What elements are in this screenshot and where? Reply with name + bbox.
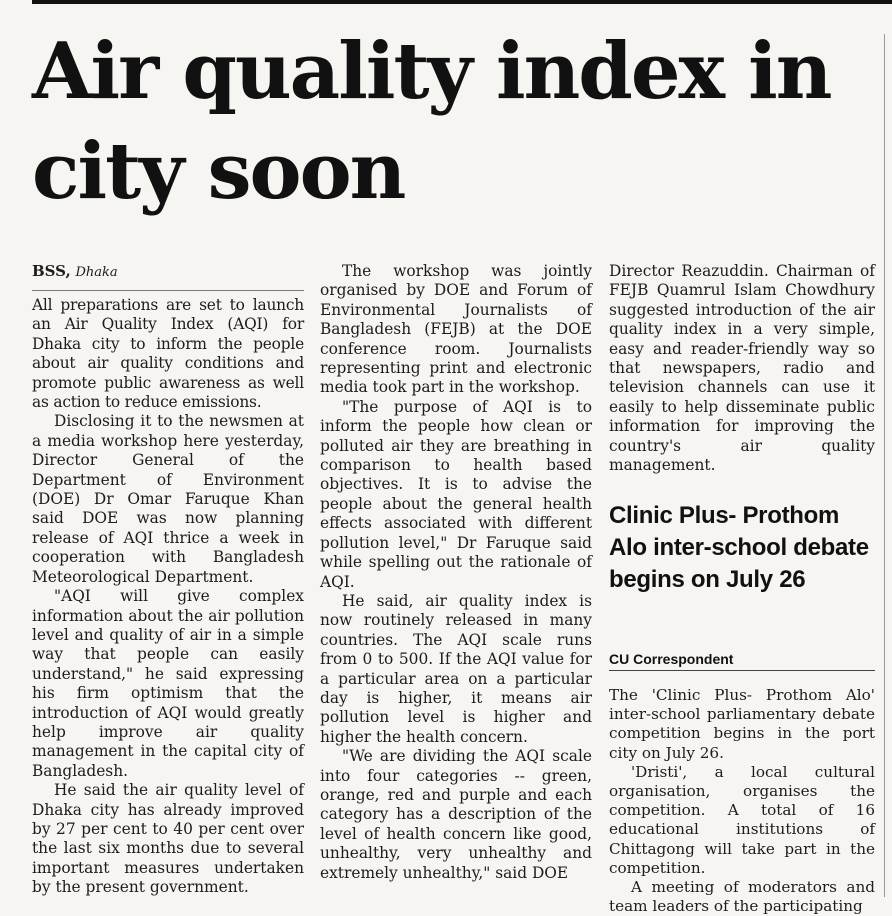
sidebar-headline: Clinic Plus- Prothom Alo inter-school debate begins on July 26 xyxy=(609,502,869,593)
story-column-1 xyxy=(32,262,304,898)
sidebar-byline xyxy=(609,650,875,671)
byline-rule xyxy=(32,290,304,291)
paragraph: 'Dristi', a local cultural organisation, organises the competition. A total of 16 educational institutions of Chittagong will take part in the competition. xyxy=(609,762,875,877)
sidebar-story xyxy=(609,686,875,916)
paragraph: "AQI will give complex information about the air pollution level and quality of air in a simple way that people can easily understand," he said expressing his firm optimism that the introduction of AQI would greatly help improve air quality management in the capital city of Bangladesh. xyxy=(32,587,304,780)
paragraph: Director Reazuddin. Chairman of FEJB Quamrul Islam Chowdhury suggested introduction of the air quality index in a very simple, easy and reader-friendly way so that newspapers, radio and television channels can use it easily to help disseminate public information for improving the country's air quality management. xyxy=(609,262,875,475)
paragraph: Disclosing it to the newsmen at a media workshop here yesterday, Director General of the Department of Environment (DOE) Dr Omar Faruque Khan said DOE was now planning release of AQI thrice a week in cooperation with Bangladesh Meteorological Department. xyxy=(32,412,304,586)
story-column-3 xyxy=(609,262,875,475)
sidebar-byline-text: CU Correspondent xyxy=(609,651,734,667)
headline: Air quality index in city soon xyxy=(32,26,831,217)
paragraph: He said, air quality index is now routinely released in many countries. The AQI scale runs from 0 to 500. If the AQI value for a particular area on a particular day is higher, it means air pollution level is higher and higher the health concern. xyxy=(320,591,592,746)
paragraph: "We are dividing the AQI scale into four categories -- green, orange, red and purple and each category has a description of the level of health concern like good, unhealthy, very unhealthy and extremely unhealthy," said DOE xyxy=(320,747,592,882)
paragraph: A meeting of moderators and team leaders of the participating xyxy=(609,878,875,916)
byline xyxy=(32,262,304,282)
paragraph: All preparations are set to launch an Air Quality Index (AQI) for Dhaka city to inform the people about air quality conditions and promote public awareness as well as action to reduce emissions. xyxy=(32,296,304,412)
byline-location: Dhaka xyxy=(75,265,118,280)
byline-agency: BSS, xyxy=(32,262,71,280)
column-rule xyxy=(884,34,885,897)
paragraph: The workshop was jointly organised by DOE and Forum of Environmental Journalists of Bangladesh (FEJB) at the DOE conference room. Journalists representing print and electronic media took part in the workshop. xyxy=(320,262,592,397)
paragraph: He said the air quality level of Dhaka city has already improved by 27 per cent to 40 per cent over the last six months due to several important measures undertaken by the present government. xyxy=(32,781,304,897)
story-column-2 xyxy=(320,262,592,883)
paragraph: The 'Clinic Plus- Prothom Alo' inter-school parliamentary debate competition begins in the port city on July 26. xyxy=(609,686,875,762)
top-rule xyxy=(32,0,892,4)
paragraph: "The purpose of AQI is to inform the people how clean or polluted air they are breathing in comparison to health based objectives. It is to advise the people about the general health effects associated with different pollution level," Dr Faruque said while spelling out the rationale of AQI. xyxy=(320,397,592,591)
